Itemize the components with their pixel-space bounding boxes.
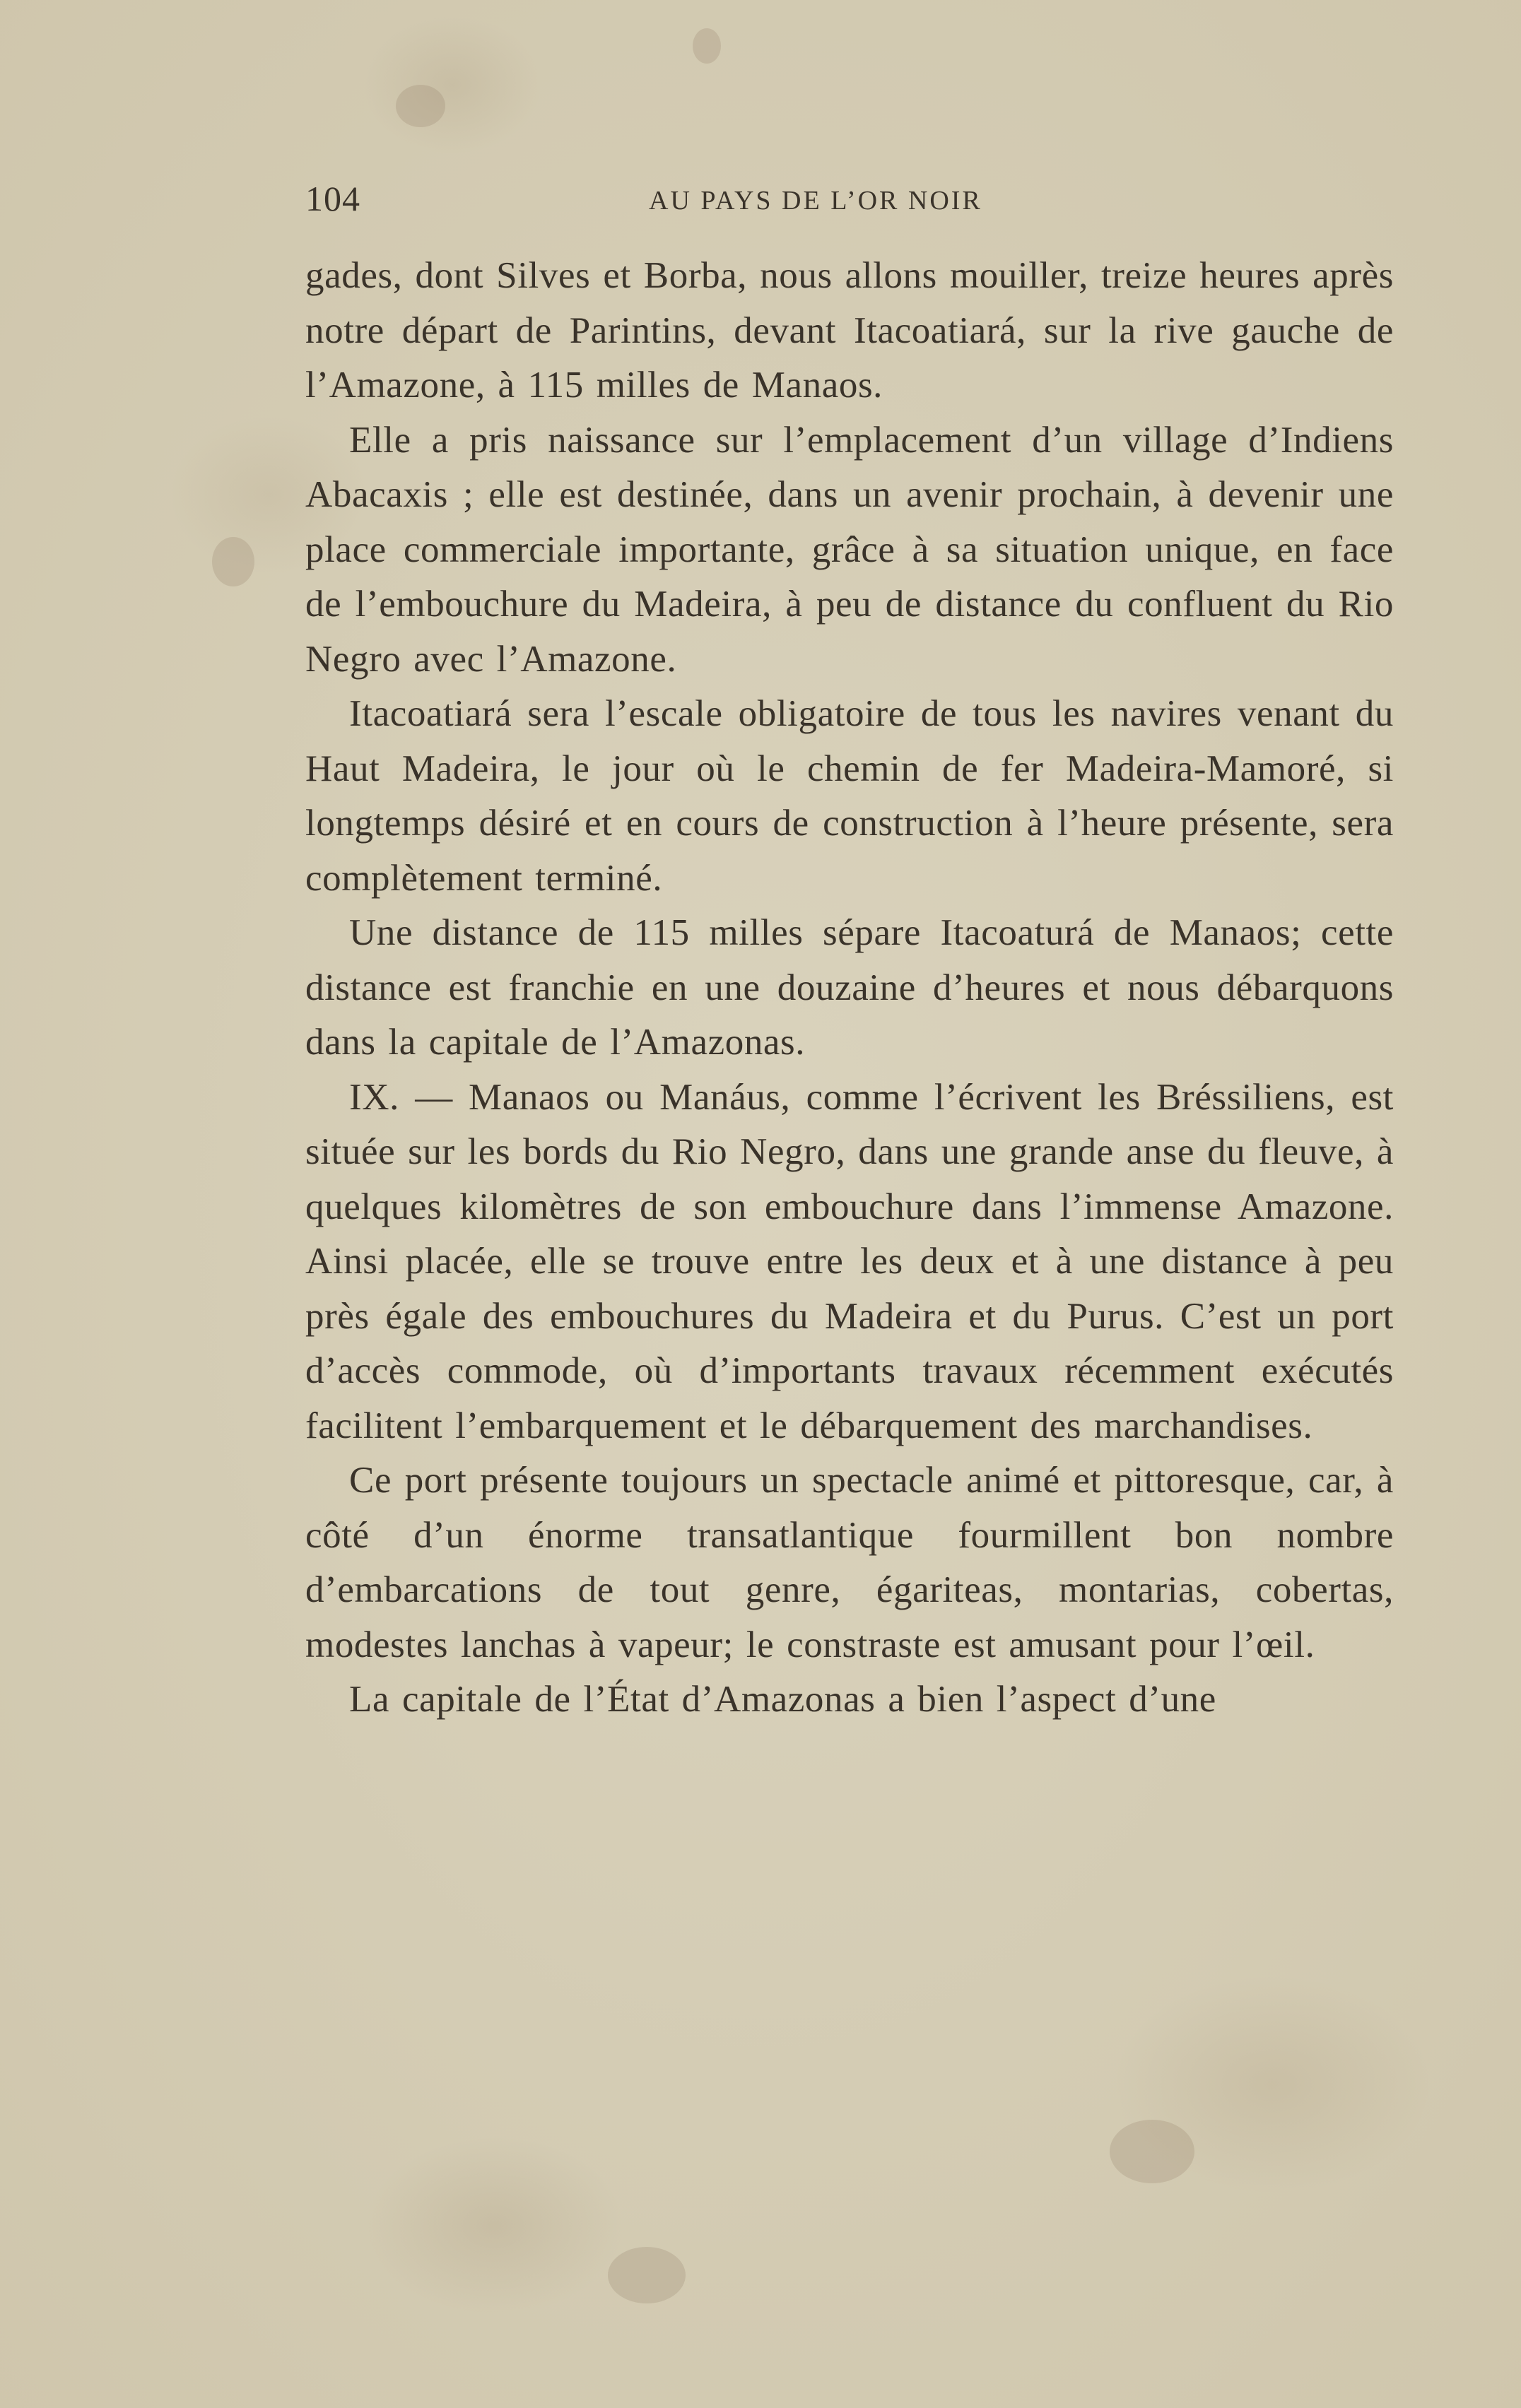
paragraph-itacoatiara-port: Itacoatiará sera l’escale obligatoire de tous les navires venant du Haut Madeira, le jour où le chemin de fer Madeira-Mamoré, si longtemps désiré et en cours de construction à l’heure présente, sera complètement terminé. <box>305 693 1394 899</box>
paper-stain <box>608 2247 686 2303</box>
paper-stain <box>1110 2120 1194 2183</box>
paper-stain <box>693 28 721 64</box>
paragraph-itacoatiara-origin: Elle a pris naissance sur l’emplacement d’un village d’Indiens Abacaxis ; elle est destinée, dans un avenir prochain, à devenir une place commerciale importante, grâce à sa situation unique, en face de l’embouchure du Madeira, à peu de distance du confluent du Rio Negro avec l’Amazone. <box>305 419 1394 680</box>
paper-stain <box>396 85 445 127</box>
body-text <box>305 249 1394 1728</box>
paragraph-manaos-section: IX. — Manaos ou Manáus, comme l’écrivent les Bréssiliens, est située sur les bords du Rio Negro, dans une grande anse du fleuve, à quelques kilomètres de son embouchure dans l’immense Amazone. Ainsi placée, elle se trouve entre les deux et à une distance à peu près égale des embouchures du Madeira et du Purus. C’est un port d’accès commode, où d’importants travaux récemment exécutés facilitent l’embarquement et le débarquement des marchandises. <box>305 1076 1394 1446</box>
paragraph-continuation: gades, dont Silves et Borba, nous allons mouiller, treize heures après notre départ de Parintins, devant Itacoatiará, sur la rive gauche de l’Amazone, à 115 milles de Manaos. <box>305 255 1394 406</box>
running-head <box>305 178 1394 220</box>
paragraph-port-spectacle: Ce port présente toujours un spectacle animé et pittoresque, car, à côté d’un énorme transatlantique fourmillent bon nombre d’embarcations de tout genre, égariteas, montarias, cobertas, modestes lanchas à vapeur; le constraste est amusant pour l’œil. <box>305 1460 1394 1665</box>
paragraph-distance: Une distance de 115 milles sépare Itacoaturá de Manaos; cette distance est franchie en une douzaine d’heures et nous débarquons dans la capitale de l’Amazonas. <box>305 912 1394 1063</box>
running-title: AU PAYS DE L’OR NOIR <box>649 186 982 216</box>
paper-stain <box>212 537 254 586</box>
paragraph-capital: La capitale de l’État d’Amazonas a bien l’aspect d’une <box>349 1679 1216 1720</box>
page-number: 104 <box>305 179 360 218</box>
